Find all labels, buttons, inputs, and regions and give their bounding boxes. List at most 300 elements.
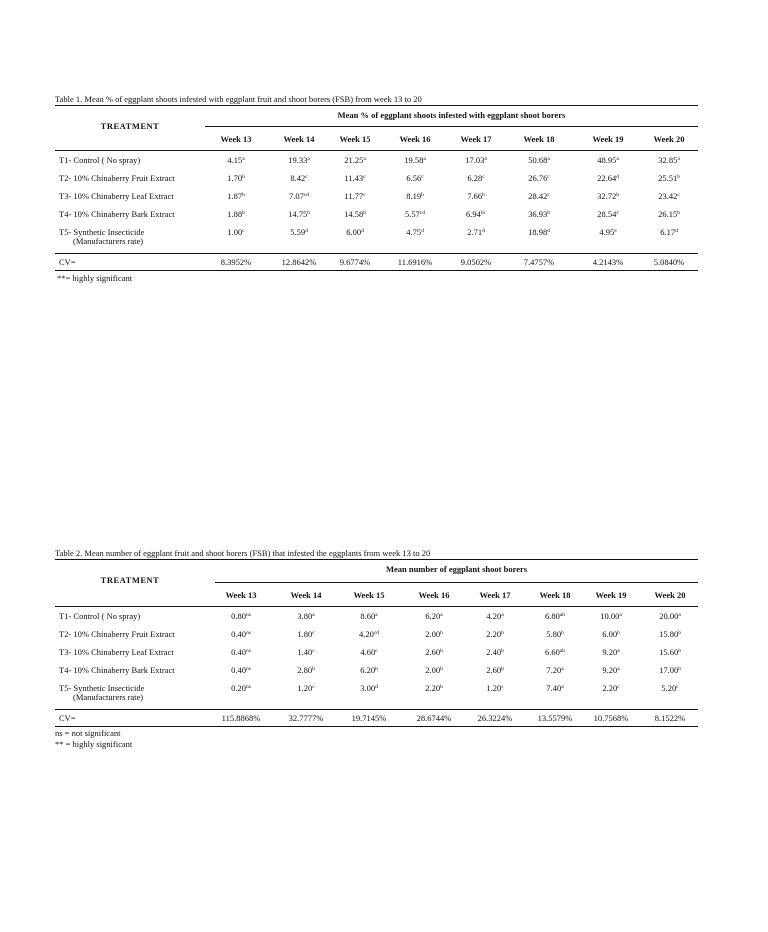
significance-letter: bc [480, 210, 487, 216]
table-cell [578, 155, 638, 165]
cell-value: 9.20 [602, 647, 618, 657]
cell-value: 2.00 [425, 665, 441, 675]
treatment-label: T3- 10% Chinaberry Leaf Extract [59, 191, 174, 201]
table-cell [215, 665, 267, 675]
table-cell [405, 629, 463, 639]
cv-label: CV= [59, 713, 76, 723]
significance-letter: d [616, 174, 619, 180]
table-cell [642, 209, 696, 219]
table-cell [509, 191, 569, 201]
table-cell [277, 647, 335, 657]
significance-letter: c [363, 174, 366, 180]
cell-value: 8.60 [360, 611, 376, 621]
cv-label: CV= [59, 257, 76, 267]
table-cell [642, 155, 696, 165]
cv-value: 5.0840% [653, 257, 685, 267]
table-cell [215, 647, 267, 657]
significance-letter: a [561, 684, 564, 690]
table-cell [268, 155, 330, 165]
table-cell [585, 647, 637, 657]
cell-value: 6.00 [602, 629, 618, 639]
cell-value: 14.75 [288, 209, 308, 219]
significance-letter: b [547, 210, 550, 216]
cell-value: 0.80 [231, 611, 246, 621]
table-2-treatment-header: TREATMENT [100, 575, 160, 585]
cell-value: 15.80 [659, 629, 679, 639]
table-1-caption: Table 1. Mean % of eggplant shoots infested with eggplant fruit and shoot borers (FSB) from week 13 to 20 [55, 94, 422, 104]
significance-letter: a [375, 612, 378, 618]
table-2-week-header: Week 16 [418, 590, 450, 600]
cell-value: 26.15 [658, 209, 678, 219]
table-2-body [55, 607, 698, 705]
cell-value: 11.43 [344, 173, 364, 183]
table-cell [327, 173, 383, 183]
cell-value: 4.20 [358, 629, 374, 639]
significance-letter: c [617, 684, 620, 690]
table-cell [527, 665, 583, 675]
table-cell [210, 227, 262, 237]
table-cell [644, 665, 696, 675]
significance-letter: a [616, 156, 619, 162]
table-cell [527, 629, 583, 639]
table-2 [55, 548, 698, 750]
table-cell [268, 173, 330, 183]
table-1-week-header: Week 17 [460, 134, 492, 144]
significance-letter: a [242, 156, 245, 162]
cell-value: 8.19 [406, 191, 422, 201]
significance-letter: a [617, 666, 620, 672]
cell-value: 7.66 [467, 191, 483, 201]
table-cell [578, 227, 638, 237]
significance-letter: a [312, 612, 315, 618]
cell-value: 0.40 [231, 647, 246, 657]
table-cell [644, 611, 696, 621]
cell-value: 5.59 [290, 227, 306, 237]
significance-letter: a [547, 156, 550, 162]
table-cell [509, 155, 569, 165]
table-cell [385, 227, 445, 237]
cell-value: 6.28 [467, 173, 483, 183]
table-1-bottom-rule [55, 270, 698, 271]
significance-letter: b [561, 630, 564, 636]
significance-letter: b [363, 210, 366, 216]
cell-value: 2.60 [486, 665, 502, 675]
cell-value: 25.51 [658, 173, 678, 183]
table-cell [385, 155, 445, 165]
significance-letter: a [619, 612, 622, 618]
cell-value: 0.40 [231, 629, 246, 639]
significance-letter: b [421, 192, 424, 198]
table-cell [341, 611, 397, 621]
cell-value: 9.20 [602, 665, 618, 675]
cell-value: 1.00 [227, 227, 243, 237]
cell-value: 1.40 [297, 647, 313, 657]
significance-letter: c [312, 684, 315, 690]
significance-letter: ns [245, 612, 251, 618]
significance-letter: a [307, 156, 310, 162]
significance-letter: b [501, 666, 504, 672]
significance-letter: b [678, 666, 681, 672]
cv-value: 7.4757% [523, 257, 555, 267]
table-2-week-header: Week 20 [654, 590, 686, 600]
cell-value: 1.20 [297, 683, 313, 693]
treatment-label: T2- 10% Chinaberry Fruit Extract [59, 629, 175, 639]
table-cell [385, 209, 445, 219]
treatment-label-line2: (Manufacturers rate) [73, 236, 144, 246]
table-1-week-header: Week 19 [592, 134, 624, 144]
cell-value: 19.33 [288, 155, 308, 165]
table-cell [385, 191, 445, 201]
cell-value: 3.80 [297, 611, 313, 621]
significance-letter: b [440, 630, 443, 636]
treatment-label: T1- Control ( No spray) [59, 611, 141, 621]
cell-value: 7.07 [288, 191, 304, 201]
cell-value: 14.58 [344, 209, 364, 219]
table-1-treatment-header: TREATMENT [100, 121, 160, 131]
table-cell [509, 173, 569, 183]
table-cell [578, 191, 638, 201]
table-1-header [55, 106, 698, 150]
significance-letter: d [421, 228, 424, 234]
significance-letter: b [616, 192, 619, 198]
cell-value: 17.03 [465, 155, 485, 165]
table-cell [268, 227, 330, 237]
significance-letter: ns [245, 666, 251, 672]
significance-letter: b [440, 648, 443, 654]
significance-letter: b [440, 666, 443, 672]
table-cell [527, 683, 583, 693]
table-cell [277, 611, 335, 621]
table-2-week-header: Week 15 [353, 590, 385, 600]
cv-value: 28.6744% [416, 713, 452, 723]
significance-letter: b [482, 192, 485, 198]
significance-letter: b [440, 684, 443, 690]
cell-value: 2.40 [486, 647, 502, 657]
table-cell [644, 647, 696, 657]
significance-letter: a [678, 612, 681, 618]
table-cell [585, 683, 637, 693]
significance-letter: a [440, 612, 443, 618]
treatment-label: T2- 10% Chinaberry Fruit Extract [59, 173, 175, 183]
significance-letter: a [677, 156, 680, 162]
cell-value: 28.42 [528, 191, 548, 201]
table-cell [447, 155, 505, 165]
cell-value: 4.75 [406, 227, 422, 237]
cell-value: 10.00 [600, 611, 620, 621]
cell-value: 2.20 [425, 683, 441, 693]
table-cell [210, 209, 262, 219]
table-2-caption: Table 2. Mean number of eggplant fruit and shoot borers (FSB) that infested the eggplants from week 13 to 20 [55, 548, 431, 558]
significance-letter: b [242, 192, 245, 198]
cell-value: 36.93 [528, 209, 548, 219]
cell-value: 28.54 [597, 209, 617, 219]
cell-value: 15.60 [659, 647, 679, 657]
cell-value: 0.40 [231, 665, 246, 675]
significance-letter: c [312, 630, 315, 636]
cell-value: 7.20 [546, 665, 562, 675]
cell-value: 17.00 [659, 665, 679, 675]
cell-value: 6.56 [406, 173, 422, 183]
cell-value: 4.60 [360, 647, 376, 657]
treatment-label-line2: (Manufacturers rate) [73, 692, 144, 702]
cell-value: 18.98 [528, 227, 548, 237]
cell-value: 26.76 [528, 173, 548, 183]
table-2-bottom-rule [55, 726, 698, 727]
cv-value: 32.7777% [288, 713, 324, 723]
significance-letter: c [677, 192, 680, 198]
significance-letter: a [484, 156, 487, 162]
significance-letter: a [617, 648, 620, 654]
cell-value: 5.57 [404, 209, 420, 219]
treatment-label: T5- Synthetic Insecticide [59, 227, 145, 237]
table-cell [215, 611, 267, 621]
table-cell [642, 191, 696, 201]
cell-value: 2.20 [602, 683, 618, 693]
significance-letter: c [363, 192, 366, 198]
table-cell [405, 647, 463, 657]
cv-value: 13.5579% [537, 713, 573, 723]
significance-letter: c [375, 648, 378, 654]
table-cell [467, 647, 523, 657]
cell-value: 20.00 [659, 611, 679, 621]
cell-value: 6.00 [346, 227, 362, 237]
table-cell [642, 227, 696, 237]
table-2-week-header: Week 13 [225, 590, 257, 600]
table-cell [509, 209, 569, 219]
treatment-label: T4- 10% Chinaberry Bark Extract [59, 209, 175, 219]
table-cell [327, 155, 383, 165]
table-cell [578, 173, 638, 183]
significance-letter: d [375, 684, 378, 690]
cell-value: 6.60 [544, 647, 560, 657]
table-cell [405, 665, 463, 675]
cv-value: 8.3952% [220, 257, 252, 267]
table-cell [527, 647, 583, 657]
table-1 [55, 94, 698, 284]
significance-letter: cd [303, 192, 310, 198]
table-1-week-header: Week 20 [653, 134, 685, 144]
cell-value: 5.20 [661, 683, 677, 693]
significance-letter: c [547, 192, 550, 198]
table-cell [585, 611, 637, 621]
table-cell [341, 683, 397, 693]
cell-value: 6.80 [544, 611, 560, 621]
cv-value: 4.2143% [592, 257, 624, 267]
table-cell [327, 191, 383, 201]
cell-value: 4.20 [486, 611, 502, 621]
table-cell [527, 611, 583, 621]
significance-letter: b [375, 666, 378, 672]
significance-letter: a [501, 612, 504, 618]
cell-value: 1.87 [227, 191, 243, 201]
table-2-week-header: Week 18 [539, 590, 571, 600]
significance-letter: d [547, 228, 550, 234]
treatment-label: T3- 10% Chinaberry Leaf Extract [59, 647, 174, 657]
table-2-note: ns = not significant [55, 728, 121, 738]
significance-letter: b [501, 630, 504, 636]
cv-value: 9.0502% [460, 257, 492, 267]
table-1-week-header: Week 14 [283, 134, 315, 144]
cell-value: 2.20 [486, 629, 502, 639]
cell-value: 32.85 [658, 155, 678, 165]
table-cell [385, 173, 445, 183]
table-cell [268, 209, 330, 219]
table-1-note: **= highly significant [57, 273, 133, 283]
cell-value: 3.00 [360, 683, 376, 693]
cell-value: 32.72 [597, 191, 617, 201]
table-cell [585, 629, 637, 639]
table-1-week-header: Week 13 [220, 134, 252, 144]
significance-letter: c [501, 684, 504, 690]
table-cell [578, 209, 638, 219]
significance-letter: b [307, 210, 310, 216]
table-cell [509, 227, 569, 237]
table-cell [644, 683, 696, 693]
significance-letter: ns [245, 630, 251, 636]
cell-value: 1.70 [227, 173, 243, 183]
cell-value: 50.68 [528, 155, 548, 165]
cell-value: 0.20 [231, 683, 246, 693]
significance-letter: b [617, 630, 620, 636]
cell-value: 1.20 [486, 683, 502, 693]
table-cell [341, 629, 397, 639]
cv-value: 12.8642% [281, 257, 317, 267]
table-cell [215, 629, 267, 639]
cell-value: 19.58 [404, 155, 424, 165]
cell-value: 4.95 [599, 227, 615, 237]
table-cell [447, 173, 505, 183]
significance-letter: d [305, 228, 308, 234]
table-cell [642, 173, 696, 183]
significance-letter: b [678, 648, 681, 654]
cell-value: 7.40 [546, 683, 562, 693]
cell-value: 21.25 [344, 155, 364, 165]
table-cell [210, 155, 262, 165]
significance-letter: cd [373, 630, 380, 636]
table-2-group-rule [215, 582, 698, 583]
table-1-group-header: Mean % of eggplant shoots infested with eggplant shoot borers [337, 110, 566, 120]
significance-letter: ns [245, 648, 251, 654]
significance-letter: c [305, 174, 308, 180]
table-cell [327, 227, 383, 237]
cell-value: 6.94 [465, 209, 481, 219]
significance-letter: b [242, 174, 245, 180]
significance-letter: d [482, 228, 485, 234]
cv-value: 8.1522% [654, 713, 686, 723]
cell-value: 4.15 [227, 155, 243, 165]
significance-letter: c [312, 648, 315, 654]
cell-value: 22.64 [597, 173, 617, 183]
table-cell [277, 665, 335, 675]
significance-letter: ns [245, 684, 251, 690]
table-2-group-header: Mean number of eggplant shoot borers [385, 564, 528, 574]
significance-letter: c [676, 684, 679, 690]
cv-value: 9.6774% [339, 257, 371, 267]
cell-value: 48.95 [597, 155, 617, 165]
cell-value: 11.77 [344, 191, 364, 201]
cell-value: 2.80 [297, 665, 313, 675]
significance-letter: b [677, 210, 680, 216]
cell-value: 8.42 [290, 173, 306, 183]
treatment-label: T1- Control ( No spray) [59, 155, 141, 165]
significance-letter: b [242, 210, 245, 216]
cv-value: 10.7568% [593, 713, 629, 723]
table-cell [467, 683, 523, 693]
table-2-header [55, 560, 698, 606]
significance-letter: a [363, 156, 366, 162]
table-2-week-header: Week 14 [290, 590, 322, 600]
cell-value: 5.80 [546, 629, 562, 639]
significance-letter: d [675, 228, 678, 234]
table-cell [341, 665, 397, 675]
significance-letter: a [561, 666, 564, 672]
table-cell [268, 191, 330, 201]
significance-letter: d [361, 228, 364, 234]
table-1-week-header: Week 16 [399, 134, 431, 144]
table-cell [405, 683, 463, 693]
significance-letter: c [547, 174, 550, 180]
table-2-week-header: Week 17 [479, 590, 511, 600]
table-cell [277, 629, 335, 639]
cell-value: 6.20 [360, 665, 376, 675]
table-2-cv-row [55, 710, 698, 726]
significance-letter: b [678, 630, 681, 636]
cell-value: 1.88 [227, 209, 243, 219]
table-cell [341, 647, 397, 657]
table-cell [215, 683, 267, 693]
cell-value: 23.42 [658, 191, 678, 201]
significance-letter: c [421, 174, 424, 180]
cell-value: 2.00 [425, 629, 441, 639]
significance-letter: ab [559, 648, 566, 654]
significance-letter: b [501, 648, 504, 654]
significance-letter: c [616, 210, 619, 216]
table-1-cv-row [55, 254, 698, 270]
cell-value: 6.20 [425, 611, 441, 621]
table-2-week-header: Week 19 [595, 590, 627, 600]
treatment-label: T4- 10% Chinaberry Bark Extract [59, 665, 175, 675]
table-1-body [55, 151, 698, 249]
significance-letter: b [677, 174, 680, 180]
table-cell [467, 665, 523, 675]
significance-letter: c [242, 228, 245, 234]
table-cell [327, 209, 383, 219]
table-cell [210, 191, 262, 201]
table-cell [447, 209, 505, 219]
table-1-week-header: Week 18 [523, 134, 555, 144]
significance-letter: c [482, 174, 485, 180]
significance-letter: a [423, 156, 426, 162]
cell-value: 2.60 [425, 647, 441, 657]
cell-value: 6.17 [660, 227, 676, 237]
table-cell [405, 611, 463, 621]
table-cell [467, 611, 523, 621]
cv-value: 19.7145% [351, 713, 387, 723]
significance-letter: e [614, 228, 617, 234]
table-cell [447, 227, 505, 237]
table-cell [644, 629, 696, 639]
table-1-group-rule [205, 126, 698, 127]
cv-value: 11.6916% [397, 257, 433, 267]
table-cell [210, 173, 262, 183]
cell-value: 2.71 [467, 227, 483, 237]
cv-value: 26.3224% [477, 713, 513, 723]
table-cell [277, 683, 335, 693]
cell-value: 1.80 [297, 629, 313, 639]
significance-letter: cd [419, 210, 426, 216]
table-2-note: ** = highly significant [55, 739, 133, 749]
table-1-week-header: Week 15 [339, 134, 371, 144]
